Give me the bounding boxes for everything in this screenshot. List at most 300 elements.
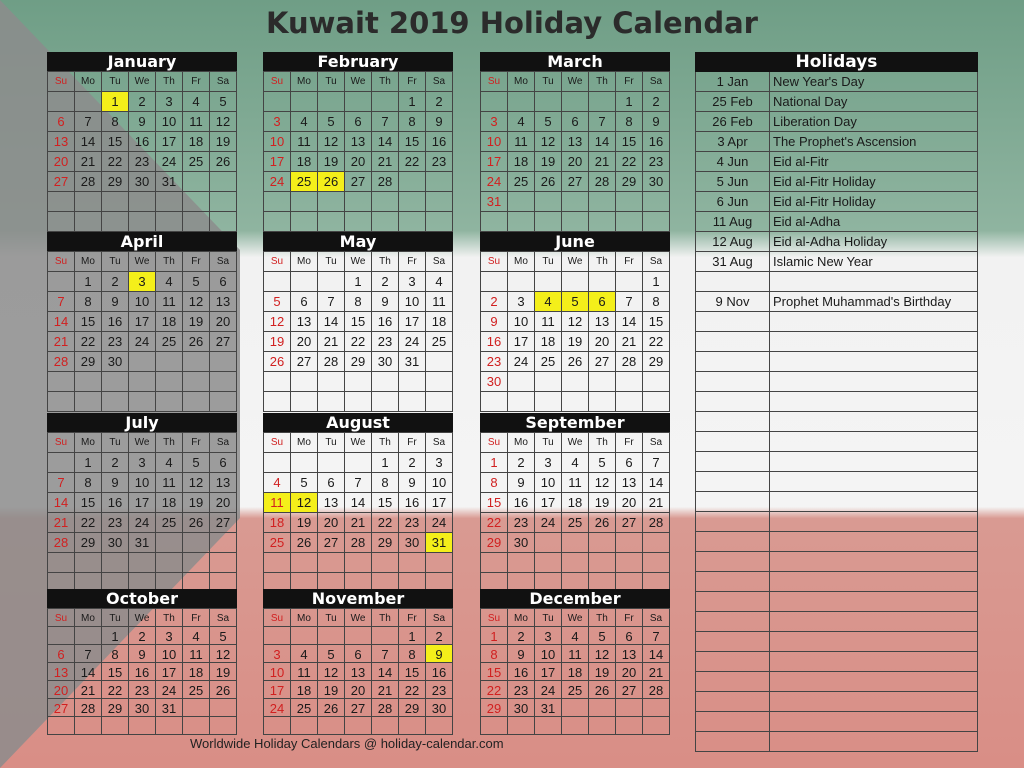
weekday-header: Sa bbox=[210, 252, 237, 272]
empty-cell bbox=[318, 717, 345, 735]
month-december bbox=[480, 589, 670, 735]
day-cell: 11 bbox=[508, 132, 535, 152]
empty-cell bbox=[48, 92, 75, 112]
day-cell: 16 bbox=[399, 493, 426, 513]
day-cell: 12 bbox=[210, 645, 237, 663]
holiday-date: 26 Feb bbox=[696, 112, 770, 131]
holiday-date bbox=[696, 312, 770, 331]
empty-cell bbox=[48, 627, 75, 645]
day-cell: 6 bbox=[589, 292, 616, 312]
month-grid bbox=[480, 432, 670, 593]
empty-cell bbox=[508, 717, 535, 735]
day-cell: 23 bbox=[102, 332, 129, 352]
weekday-header: Th bbox=[589, 609, 616, 627]
weekday-header: Fr bbox=[616, 252, 643, 272]
day-cell: 14 bbox=[616, 312, 643, 332]
day-cell: 19 bbox=[535, 152, 562, 172]
day-cell: 1 bbox=[372, 453, 399, 473]
day-cell: 14 bbox=[318, 312, 345, 332]
holiday-row bbox=[695, 232, 978, 252]
day-cell: 16 bbox=[129, 132, 156, 152]
day-cell: 13 bbox=[589, 312, 616, 332]
day-cell: 11 bbox=[562, 473, 589, 493]
empty-cell bbox=[264, 627, 291, 645]
empty-cell bbox=[75, 92, 102, 112]
weekday-header: Fr bbox=[616, 72, 643, 92]
month-title: November bbox=[263, 589, 453, 608]
holiday-name bbox=[770, 512, 977, 531]
holiday-name: Eid al-Fitr Holiday bbox=[773, 194, 876, 209]
empty-cell bbox=[562, 553, 589, 573]
day-cell: 13 bbox=[345, 132, 372, 152]
day-cell: 17 bbox=[156, 663, 183, 681]
empty-cell bbox=[399, 212, 426, 232]
empty-cell bbox=[210, 212, 237, 232]
day-cell: 27 bbox=[616, 681, 643, 699]
day-cell: 2 bbox=[372, 272, 399, 292]
empty-cell bbox=[562, 717, 589, 735]
day-cell: 9 bbox=[481, 312, 508, 332]
day-cell: 7 bbox=[48, 292, 75, 312]
weekday-header: Su bbox=[264, 433, 291, 453]
empty-cell bbox=[372, 192, 399, 212]
day-cell: 8 bbox=[399, 112, 426, 132]
day-cell: 27 bbox=[318, 533, 345, 553]
empty-cell bbox=[291, 212, 318, 232]
day-cell: 21 bbox=[589, 152, 616, 172]
day-cell: 5 bbox=[183, 453, 210, 473]
day-cell: 19 bbox=[210, 663, 237, 681]
day-cell: 3 bbox=[156, 627, 183, 645]
holiday-row bbox=[695, 392, 978, 412]
empty-cell bbox=[562, 372, 589, 392]
day-cell: 30 bbox=[508, 699, 535, 717]
holiday-row bbox=[695, 512, 978, 532]
holiday-date: 5 Jun bbox=[696, 172, 770, 191]
month-title: August bbox=[263, 413, 453, 432]
day-cell: 24 bbox=[264, 172, 291, 192]
day-cell: 1 bbox=[481, 453, 508, 473]
weekday-header: We bbox=[129, 72, 156, 92]
day-cell: 8 bbox=[643, 292, 670, 312]
empty-cell bbox=[345, 392, 372, 412]
holiday-row bbox=[695, 652, 978, 672]
empty-cell bbox=[210, 172, 237, 192]
day-cell: 28 bbox=[345, 533, 372, 553]
empty-cell bbox=[589, 553, 616, 573]
day-cell: 25 bbox=[426, 332, 453, 352]
day-cell: 29 bbox=[102, 172, 129, 192]
empty-cell bbox=[345, 627, 372, 645]
day-cell: 13 bbox=[562, 132, 589, 152]
day-cell: 14 bbox=[75, 663, 102, 681]
page-title: Kuwait 2019 Holiday Calendar bbox=[266, 6, 758, 40]
weekday-header: We bbox=[562, 252, 589, 272]
day-cell: 12 bbox=[318, 663, 345, 681]
day-cell: 3 bbox=[508, 292, 535, 312]
day-cell: 17 bbox=[535, 493, 562, 513]
day-cell: 27 bbox=[48, 699, 75, 717]
day-cell: 8 bbox=[372, 473, 399, 493]
empty-cell bbox=[345, 717, 372, 735]
month-august bbox=[263, 413, 453, 593]
day-cell: 15 bbox=[102, 663, 129, 681]
empty-cell bbox=[75, 212, 102, 232]
empty-cell bbox=[426, 392, 453, 412]
weekday-header: Th bbox=[156, 72, 183, 92]
empty-cell bbox=[156, 553, 183, 573]
day-cell: 3 bbox=[264, 645, 291, 663]
empty-cell bbox=[75, 392, 102, 412]
holiday-name bbox=[770, 652, 977, 671]
day-cell: 12 bbox=[562, 312, 589, 332]
empty-cell bbox=[291, 717, 318, 735]
day-cell: 28 bbox=[372, 699, 399, 717]
weekday-header: We bbox=[345, 609, 372, 627]
day-cell: 23 bbox=[643, 152, 670, 172]
empty-cell bbox=[508, 553, 535, 573]
day-cell: 27 bbox=[48, 172, 75, 192]
day-cell: 4 bbox=[156, 272, 183, 292]
day-cell: 28 bbox=[616, 352, 643, 372]
day-cell: 1 bbox=[75, 272, 102, 292]
empty-cell bbox=[589, 92, 616, 112]
day-cell: 25 bbox=[291, 699, 318, 717]
empty-cell bbox=[589, 212, 616, 232]
month-february bbox=[263, 52, 453, 232]
empty-cell bbox=[589, 372, 616, 392]
day-cell: 3 bbox=[535, 627, 562, 645]
month-grid bbox=[47, 251, 237, 412]
day-cell: 17 bbox=[156, 132, 183, 152]
holiday-name: National Day bbox=[773, 94, 848, 109]
day-cell: 14 bbox=[372, 663, 399, 681]
weekday-header: Sa bbox=[643, 252, 670, 272]
day-cell: 1 bbox=[399, 627, 426, 645]
day-cell: 27 bbox=[345, 172, 372, 192]
day-cell: 10 bbox=[129, 292, 156, 312]
day-cell: 2 bbox=[481, 292, 508, 312]
empty-cell bbox=[264, 453, 291, 473]
empty-cell bbox=[508, 372, 535, 392]
empty-cell bbox=[291, 372, 318, 392]
day-cell: 13 bbox=[48, 663, 75, 681]
month-may bbox=[263, 232, 453, 412]
weekday-header: Th bbox=[156, 433, 183, 453]
empty-cell bbox=[345, 92, 372, 112]
day-cell: 26 bbox=[589, 681, 616, 699]
empty-cell bbox=[183, 172, 210, 192]
day-cell: 7 bbox=[616, 292, 643, 312]
day-cell: 27 bbox=[589, 352, 616, 372]
empty-cell bbox=[535, 372, 562, 392]
empty-cell bbox=[129, 372, 156, 392]
day-cell: 7 bbox=[75, 112, 102, 132]
empty-cell bbox=[643, 717, 670, 735]
day-cell: 7 bbox=[643, 627, 670, 645]
empty-cell bbox=[264, 212, 291, 232]
weekday-header: Su bbox=[264, 252, 291, 272]
holiday-name bbox=[770, 472, 977, 491]
day-cell: 18 bbox=[562, 663, 589, 681]
holiday-name: New Year's Day bbox=[773, 74, 865, 89]
day-cell: 13 bbox=[48, 132, 75, 152]
day-cell: 23 bbox=[508, 681, 535, 699]
weekday-header: Th bbox=[372, 609, 399, 627]
day-cell: 6 bbox=[616, 453, 643, 473]
empty-cell bbox=[426, 212, 453, 232]
empty-cell bbox=[399, 372, 426, 392]
day-cell: 2 bbox=[102, 272, 129, 292]
day-cell: 30 bbox=[508, 533, 535, 553]
empty-cell bbox=[589, 533, 616, 553]
empty-cell bbox=[102, 553, 129, 573]
day-cell: 23 bbox=[129, 152, 156, 172]
day-cell: 5 bbox=[210, 627, 237, 645]
day-cell: 22 bbox=[481, 681, 508, 699]
day-cell: 23 bbox=[481, 352, 508, 372]
holiday-name: Eid al-Fitr Holiday bbox=[773, 174, 876, 189]
day-cell: 25 bbox=[535, 352, 562, 372]
day-cell: 25 bbox=[156, 513, 183, 533]
holiday-row bbox=[695, 412, 978, 432]
day-cell: 29 bbox=[75, 352, 102, 372]
weekday-header: Tu bbox=[535, 609, 562, 627]
weekday-header: Su bbox=[481, 609, 508, 627]
month-june bbox=[480, 232, 670, 412]
day-cell: 13 bbox=[345, 663, 372, 681]
empty-cell bbox=[291, 392, 318, 412]
day-cell: 22 bbox=[102, 681, 129, 699]
day-cell: 4 bbox=[562, 627, 589, 645]
day-cell: 18 bbox=[291, 152, 318, 172]
holiday-date: 12 Aug bbox=[696, 232, 770, 251]
empty-cell bbox=[481, 212, 508, 232]
month-title: December bbox=[480, 589, 670, 608]
day-cell: 29 bbox=[481, 699, 508, 717]
day-cell: 28 bbox=[48, 533, 75, 553]
day-cell: 15 bbox=[102, 132, 129, 152]
day-cell: 24 bbox=[264, 699, 291, 717]
weekday-header: Su bbox=[481, 433, 508, 453]
day-cell: 19 bbox=[562, 332, 589, 352]
empty-cell bbox=[643, 392, 670, 412]
empty-cell bbox=[264, 392, 291, 412]
weekday-header: We bbox=[562, 72, 589, 92]
day-cell: 2 bbox=[102, 453, 129, 473]
day-cell: 24 bbox=[535, 681, 562, 699]
weekday-header: Th bbox=[372, 433, 399, 453]
holiday-row bbox=[695, 672, 978, 692]
day-cell: 26 bbox=[589, 513, 616, 533]
day-cell: 7 bbox=[589, 112, 616, 132]
day-cell: 31 bbox=[129, 533, 156, 553]
day-cell: 7 bbox=[345, 473, 372, 493]
day-cell: 31 bbox=[399, 352, 426, 372]
weekday-header: Su bbox=[48, 433, 75, 453]
empty-cell bbox=[508, 392, 535, 412]
empty-cell bbox=[264, 272, 291, 292]
empty-cell bbox=[589, 192, 616, 212]
empty-cell bbox=[210, 352, 237, 372]
day-cell: 12 bbox=[291, 493, 318, 513]
day-cell: 18 bbox=[508, 152, 535, 172]
day-cell: 17 bbox=[129, 493, 156, 513]
day-cell: 17 bbox=[426, 493, 453, 513]
holiday-row bbox=[695, 132, 978, 152]
holiday-date bbox=[696, 612, 770, 631]
day-cell: 8 bbox=[75, 473, 102, 493]
day-cell: 8 bbox=[102, 645, 129, 663]
empty-cell bbox=[589, 272, 616, 292]
empty-cell bbox=[426, 192, 453, 212]
weekday-header: Th bbox=[372, 72, 399, 92]
day-cell: 5 bbox=[318, 112, 345, 132]
weekday-header: Sa bbox=[426, 609, 453, 627]
day-cell: 10 bbox=[399, 292, 426, 312]
weekday-header: Th bbox=[589, 252, 616, 272]
day-cell: 16 bbox=[643, 132, 670, 152]
empty-cell bbox=[562, 192, 589, 212]
empty-cell bbox=[643, 699, 670, 717]
day-cell: 24 bbox=[399, 332, 426, 352]
weekday-header: Fr bbox=[399, 433, 426, 453]
holiday-row bbox=[695, 152, 978, 172]
day-cell: 7 bbox=[318, 292, 345, 312]
empty-cell bbox=[291, 553, 318, 573]
holiday-date bbox=[696, 632, 770, 651]
weekday-header: Mo bbox=[291, 609, 318, 627]
day-cell: 12 bbox=[183, 473, 210, 493]
holidays-list bbox=[695, 72, 978, 752]
weekday-header: We bbox=[562, 433, 589, 453]
day-cell: 13 bbox=[318, 493, 345, 513]
day-cell: 11 bbox=[291, 663, 318, 681]
weekday-header: Mo bbox=[508, 252, 535, 272]
empty-cell bbox=[318, 192, 345, 212]
day-cell: 10 bbox=[264, 132, 291, 152]
day-cell: 15 bbox=[399, 663, 426, 681]
day-cell: 25 bbox=[183, 152, 210, 172]
day-cell: 31 bbox=[535, 699, 562, 717]
weekday-header: Mo bbox=[75, 72, 102, 92]
empty-cell bbox=[102, 372, 129, 392]
empty-cell bbox=[129, 717, 156, 735]
day-cell: 9 bbox=[399, 473, 426, 493]
holiday-name: Islamic New Year bbox=[773, 254, 873, 269]
day-cell: 15 bbox=[643, 312, 670, 332]
weekday-header: Th bbox=[156, 252, 183, 272]
holiday-row bbox=[695, 272, 978, 292]
day-cell: 9 bbox=[508, 473, 535, 493]
day-cell: 21 bbox=[345, 513, 372, 533]
day-cell: 23 bbox=[129, 681, 156, 699]
holiday-date: 4 Jun bbox=[696, 152, 770, 171]
day-cell: 22 bbox=[372, 513, 399, 533]
day-cell: 19 bbox=[264, 332, 291, 352]
month-title: April bbox=[47, 232, 237, 251]
holiday-row bbox=[695, 532, 978, 552]
holiday-row bbox=[695, 112, 978, 132]
day-cell: 11 bbox=[183, 112, 210, 132]
day-cell: 6 bbox=[48, 645, 75, 663]
day-cell: 14 bbox=[643, 473, 670, 493]
empty-cell bbox=[264, 192, 291, 212]
day-cell: 6 bbox=[616, 627, 643, 645]
empty-cell bbox=[48, 372, 75, 392]
day-cell: 26 bbox=[183, 332, 210, 352]
day-cell: 22 bbox=[75, 332, 102, 352]
day-cell: 3 bbox=[264, 112, 291, 132]
empty-cell bbox=[264, 372, 291, 392]
empty-cell bbox=[481, 553, 508, 573]
day-cell: 12 bbox=[264, 312, 291, 332]
day-cell: 23 bbox=[372, 332, 399, 352]
day-cell: 7 bbox=[372, 645, 399, 663]
day-cell: 29 bbox=[643, 352, 670, 372]
empty-cell bbox=[156, 533, 183, 553]
day-cell: 2 bbox=[508, 453, 535, 473]
day-cell: 10 bbox=[426, 473, 453, 493]
holiday-row bbox=[695, 552, 978, 572]
day-cell: 15 bbox=[616, 132, 643, 152]
day-cell: 3 bbox=[426, 453, 453, 473]
day-cell: 16 bbox=[372, 312, 399, 332]
day-cell: 26 bbox=[535, 172, 562, 192]
holiday-date: 1 Jan bbox=[696, 72, 770, 91]
empty-cell bbox=[156, 352, 183, 372]
day-cell: 15 bbox=[399, 132, 426, 152]
day-cell: 13 bbox=[616, 645, 643, 663]
day-cell: 16 bbox=[102, 312, 129, 332]
weekday-header: Fr bbox=[183, 72, 210, 92]
day-cell: 2 bbox=[643, 92, 670, 112]
empty-cell bbox=[426, 352, 453, 372]
month-title: September bbox=[480, 413, 670, 432]
day-cell: 21 bbox=[48, 332, 75, 352]
day-cell: 24 bbox=[156, 152, 183, 172]
holiday-name bbox=[770, 352, 977, 371]
day-cell: 1 bbox=[643, 272, 670, 292]
empty-cell bbox=[372, 212, 399, 232]
day-cell: 19 bbox=[589, 663, 616, 681]
day-cell: 22 bbox=[102, 152, 129, 172]
empty-cell bbox=[318, 392, 345, 412]
day-cell: 30 bbox=[102, 533, 129, 553]
day-cell: 6 bbox=[345, 112, 372, 132]
day-cell: 8 bbox=[102, 112, 129, 132]
empty-cell bbox=[643, 192, 670, 212]
day-cell: 28 bbox=[318, 352, 345, 372]
weekday-header: Mo bbox=[291, 252, 318, 272]
empty-cell bbox=[562, 392, 589, 412]
weekday-header: Su bbox=[264, 609, 291, 627]
holiday-date bbox=[696, 512, 770, 531]
day-cell: 28 bbox=[75, 172, 102, 192]
holiday-row bbox=[695, 472, 978, 492]
day-cell: 8 bbox=[481, 473, 508, 493]
month-grid bbox=[47, 432, 237, 593]
empty-cell bbox=[535, 272, 562, 292]
day-cell: 18 bbox=[535, 332, 562, 352]
day-cell: 10 bbox=[156, 645, 183, 663]
holiday-name bbox=[770, 632, 977, 651]
month-grid bbox=[480, 608, 670, 735]
day-cell: 2 bbox=[399, 453, 426, 473]
day-cell: 27 bbox=[562, 172, 589, 192]
day-cell: 11 bbox=[156, 292, 183, 312]
day-cell: 4 bbox=[156, 453, 183, 473]
